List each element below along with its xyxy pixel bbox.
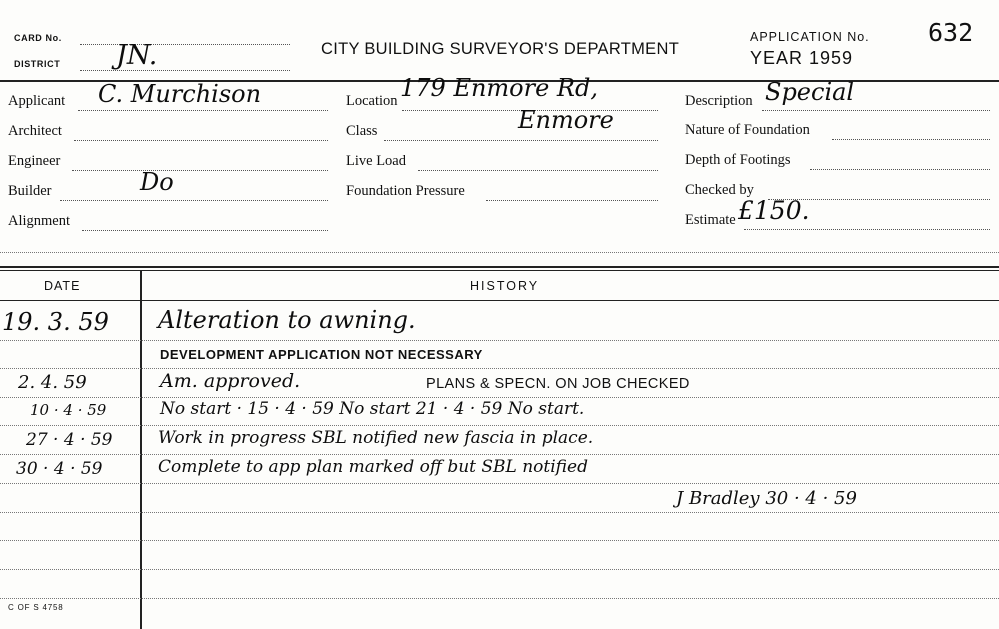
history-line [0, 397, 999, 398]
entry-2-stamp: PLANS & SPECN. ON JOB CHECKED [426, 376, 690, 392]
column-divider [140, 271, 142, 629]
applicant-line [78, 110, 328, 111]
applicant-value: C. Murchison [98, 80, 262, 108]
entry-stamp-development: DEVELOPMENT APPLICATION NOT NECESSARY [160, 347, 483, 362]
foundation-pressure-label: Foundation Pressure [346, 183, 465, 199]
entry-1-date: 19. 3. 59 [2, 308, 109, 336]
architect-line [74, 140, 328, 141]
history-line [0, 454, 999, 455]
entry-4-text: Work in progress SBL notified new fascia in place. [158, 428, 594, 448]
entry-3-text: No start · 15 · 4 · 59 No start 21 · 4 · 59 No start. [160, 399, 585, 419]
estimate-label: Estimate [685, 212, 736, 228]
foundation-pressure-line [486, 200, 658, 201]
year-label: YEAR 1959 [750, 48, 854, 68]
entry-1-text: Alteration to awning. [158, 306, 416, 334]
depth-of-footings-label: Depth of Footings [685, 152, 791, 168]
signature: J Bradley 30 · 4 · 59 [676, 488, 857, 509]
builder-line [60, 200, 328, 201]
entry-2-date: 2. 4. 59 [18, 372, 87, 393]
description-value: Special [765, 78, 855, 106]
builder-label: Builder [8, 183, 52, 199]
card-no-label: CARD No. [14, 33, 62, 43]
header-underline [0, 300, 999, 301]
entry-2-text: Am. approved. [160, 370, 301, 392]
nature-of-foundation-line [832, 139, 990, 140]
engineer-line [72, 170, 328, 171]
application-no-label: APPLICATION No. [750, 30, 870, 44]
description-line [762, 110, 990, 111]
depth-of-footings-line [810, 169, 990, 170]
description-label: Description [685, 93, 753, 109]
history-rule-top [0, 266, 999, 268]
history-line [0, 598, 999, 599]
checked-by-label: Checked by [685, 182, 754, 198]
history-line [0, 483, 999, 484]
architect-label: Architect [8, 123, 62, 139]
class-value: Enmore [518, 106, 614, 134]
entry-5-date: 30 · 4 · 59 [16, 459, 103, 479]
class-label: Class [346, 123, 378, 139]
department-title: CITY BUILDING SURVEYOR'S DEPARTMENT [321, 40, 680, 58]
entry-4-date: 27 · 4 · 59 [26, 430, 113, 450]
entry-5-text: Complete to app plan marked off but SBL notified [158, 457, 588, 477]
live-load-label: Live Load [346, 153, 406, 169]
history-rule-top-2 [0, 270, 999, 271]
history-line [0, 569, 999, 570]
class-line [384, 140, 658, 141]
location-label: Location [346, 93, 398, 109]
engineer-label: Engineer [8, 153, 61, 169]
location-value: 179 Enmore Rd, [400, 74, 598, 102]
history-header: HISTORY [470, 279, 540, 293]
district-value: JN. [116, 40, 158, 71]
alignment-label: Alignment [8, 213, 71, 229]
form-number: C OF S 4758 [8, 603, 64, 612]
district-label: DISTRICT [14, 59, 61, 69]
history-line [0, 368, 999, 369]
applicant-label: Applicant [8, 93, 66, 109]
history-line [0, 340, 999, 341]
entry-3-date: 10 · 4 · 59 [30, 401, 107, 419]
application-no-value: 632 [928, 18, 974, 47]
nature-of-foundation-label: Nature of Foundation [685, 122, 810, 138]
district-line [80, 70, 290, 71]
card-no-line [80, 44, 290, 45]
history-line [0, 425, 999, 426]
live-load-line [418, 170, 658, 171]
field-spacer-line [0, 252, 999, 253]
history-line [0, 540, 999, 541]
date-header: DATE [44, 279, 81, 293]
builder-value: Do [140, 168, 174, 196]
alignment-line [82, 230, 328, 231]
estimate-line [744, 229, 990, 230]
history-line [0, 512, 999, 513]
estimate-value: £150. [738, 196, 810, 225]
